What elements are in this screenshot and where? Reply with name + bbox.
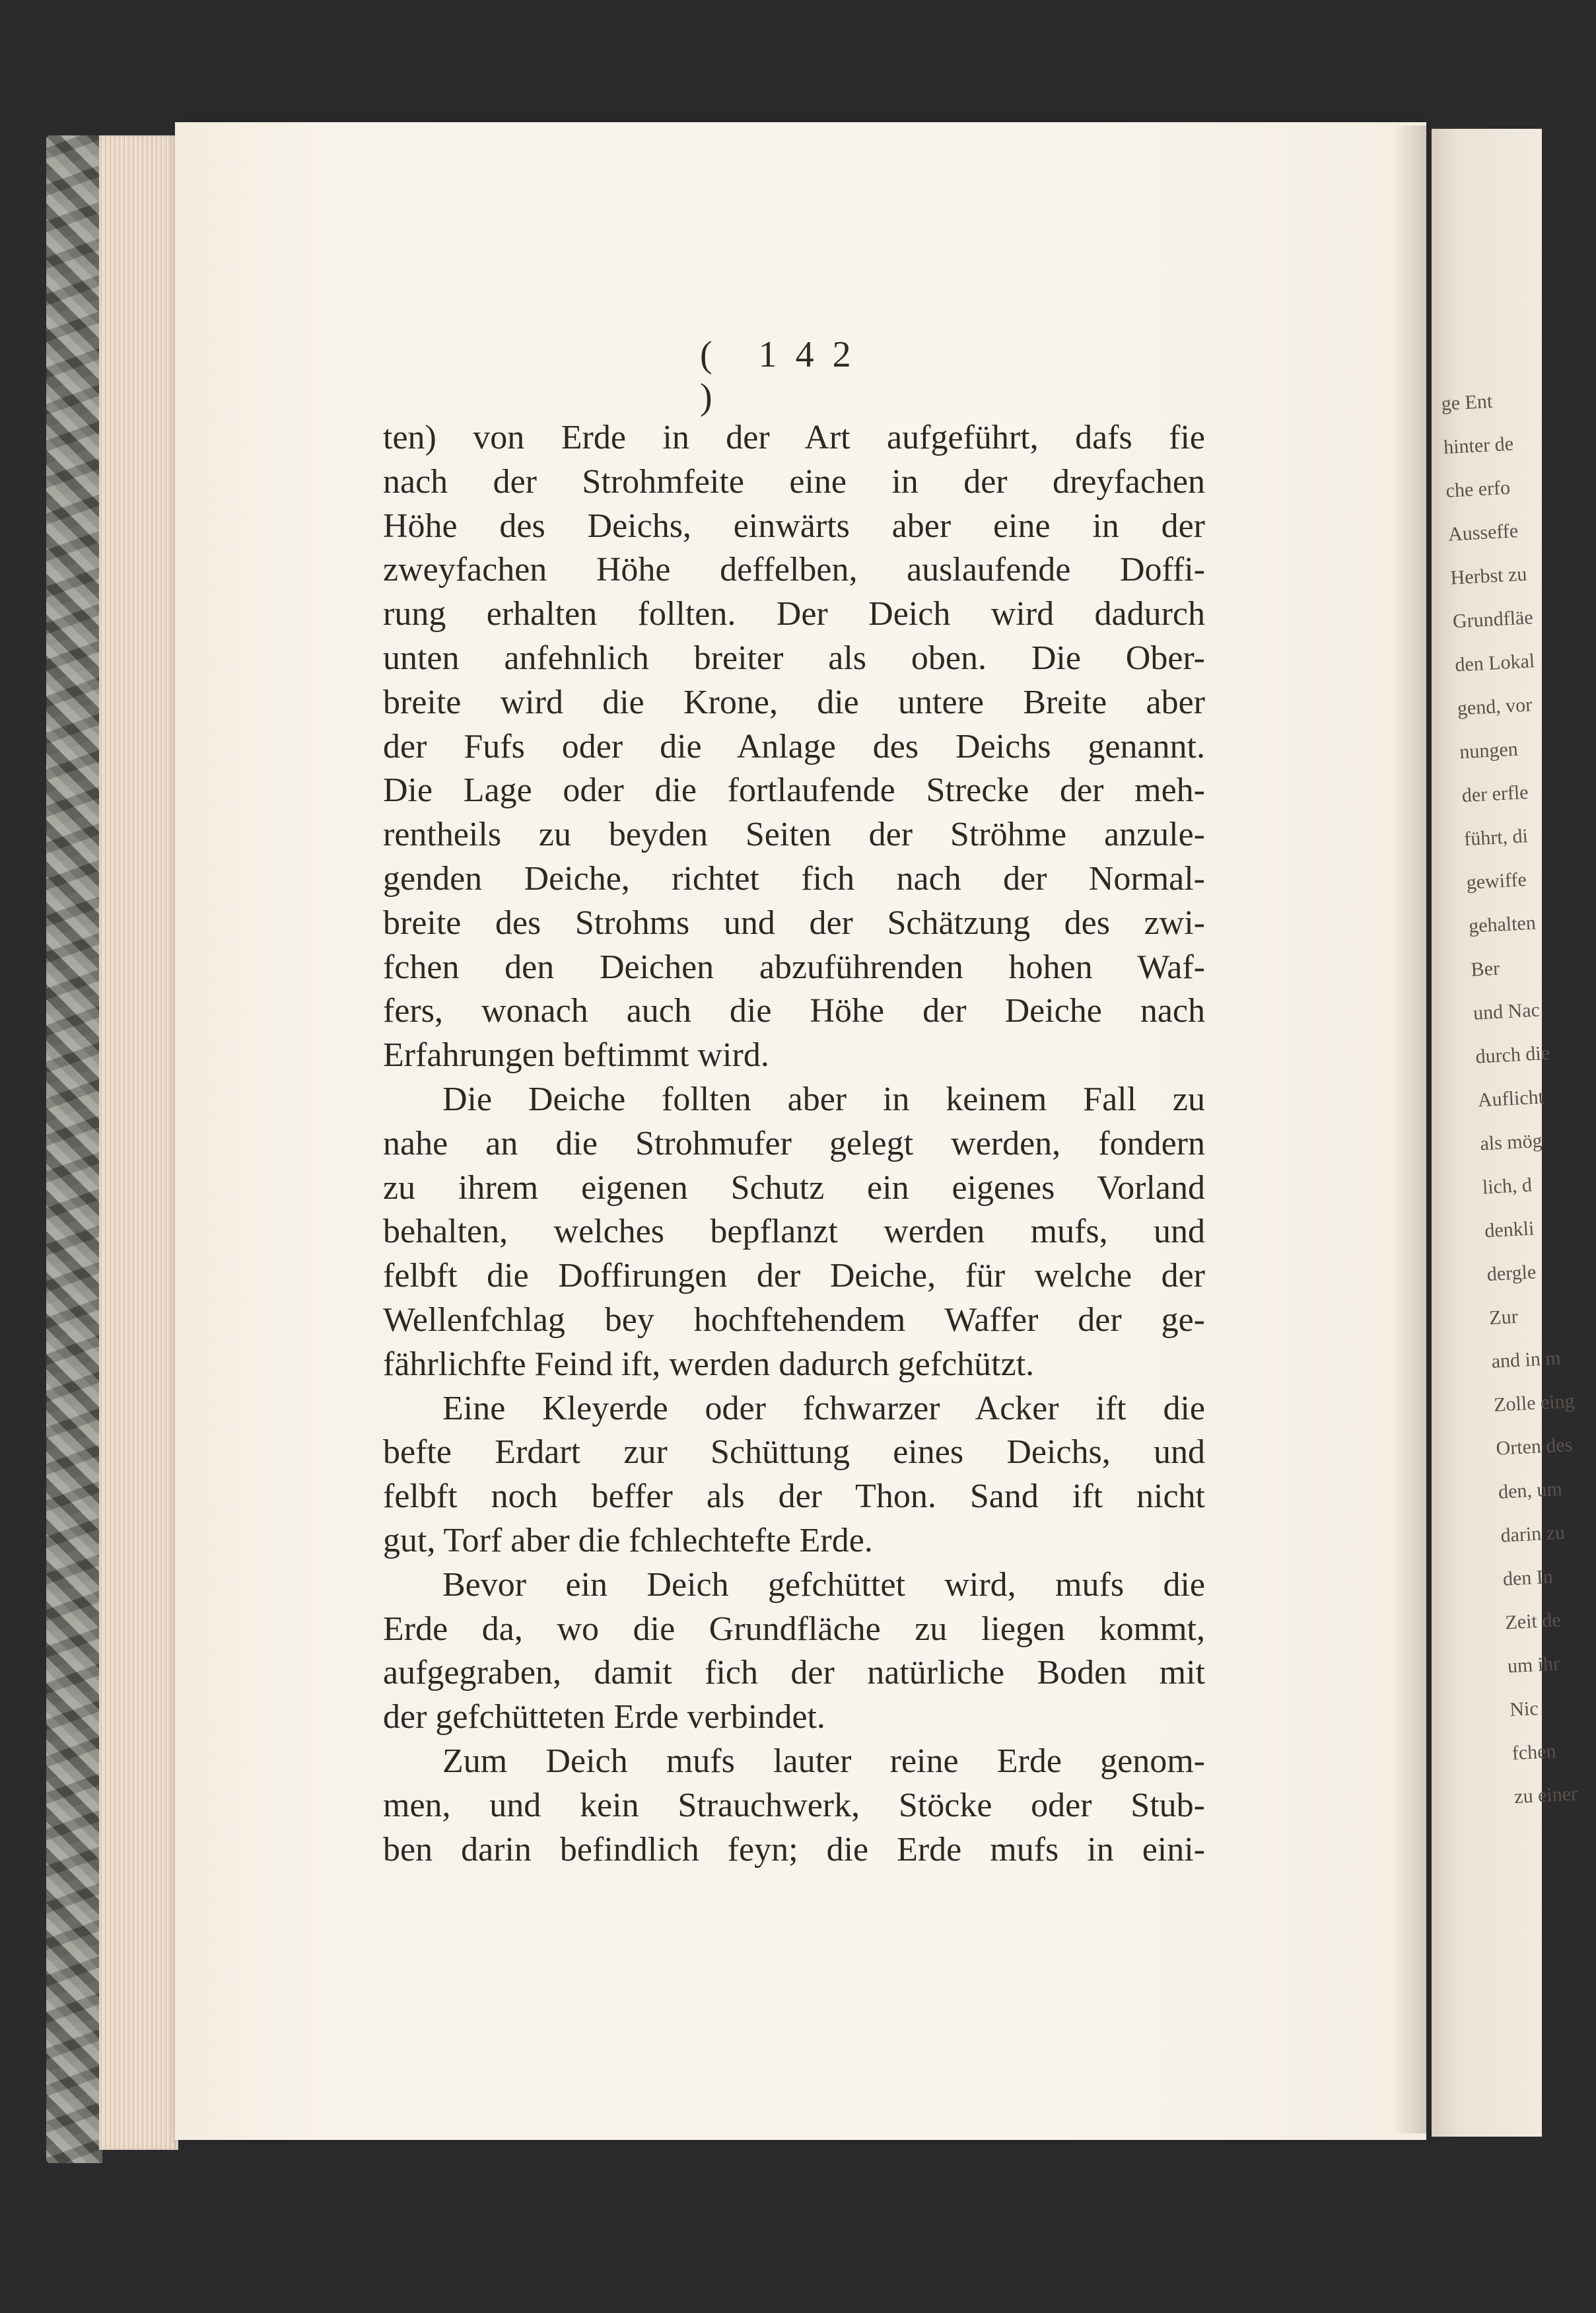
facing-line: führt, di [1463,825,1529,851]
facing-line: Orten des [1495,1433,1574,1460]
text-line: felbft noch beffer als der Thon. Sand ift nicht [383,1477,1205,1516]
text-line: Höhe des Deichs, einwärts aber eine in der [383,507,1205,545]
facing-line: den Lokal [1454,650,1535,676]
facing-line: gewiffe [1465,869,1527,894]
facing-line: als mög [1479,1129,1543,1155]
facing-line: denkli [1484,1217,1535,1242]
facing-line: lich, d [1482,1174,1533,1199]
facing-line: Zeit de [1504,1609,1562,1634]
facing-line: and in m [1490,1347,1562,1372]
text-line: men, und kein Strauchwerk, Stöcke oder Stub- [383,1786,1205,1824]
facing-line: Ausseffe [1447,520,1519,546]
page-number: ( 142 ) [700,334,870,417]
text-line: rung erhalten follten. Der Deich wird dadurch [383,595,1205,633]
text-line: unten anfehnlich breiter als oben. Die Ober- [383,639,1205,677]
facing-line: Nic [1509,1697,1539,1721]
facing-line: gehalten [1468,911,1537,937]
text-line: der Fufs oder die Anlage des Deichs genannt. [383,727,1205,765]
facing-line: Zur [1488,1305,1519,1330]
text-line: Wellenfchlag bey hochftehendem Waffer der ge- [383,1300,1205,1339]
facing-line: und Nac [1473,999,1541,1024]
facing-line: um ihr [1507,1653,1560,1678]
text-line: befte Erdart zur Schüttung eines Deichs, und [383,1433,1205,1472]
facing-line: fchen [1511,1740,1557,1765]
text-line: fchen den Deichen abzuführenden hohen Waf- [383,948,1205,986]
facing-line: den, um [1498,1477,1563,1503]
facing-line: dergle [1486,1261,1537,1286]
facing-line: che erfo [1445,476,1511,502]
text-line: breite des Strohms und der Schätzung des zwi- [383,904,1205,942]
marbled-binding [46,135,102,2163]
facing-line: den In [1502,1565,1554,1590]
text-line: fährlichfte Feind ift, werden dadurch gefchützt. [383,1345,1035,1383]
facing-line: Grundfläe [1452,606,1534,633]
text-line: aufgegraben, damit fich der natürliche Boden mit [383,1654,1205,1692]
text-line: Die Lage oder die fortlaufende Strecke der meh- [383,771,1205,810]
facing-line: Auflicht [1477,1086,1544,1112]
text-line: nahe an die Strohmufer gelegt werden, fondern [383,1124,1205,1162]
text-line: ten) von Erde in der Art aufgeführt, dafs fie [383,419,1205,456]
text-line: Erde da, wo die Grundfläche zu liegen kommt, [383,1610,1205,1648]
text-line: nach der Strohmfeite eine in der dreyfachen [383,462,1205,501]
facing-line: Zolle eing [1493,1390,1576,1416]
text-line: zu ihrem eigenen Schutz ein eigenes Vorland [383,1168,1205,1207]
text-line: Eine Kleyerde oder fchwarzer Acker ift die [442,1389,1205,1427]
facing-line: hinter de [1443,433,1514,458]
text-line: genden Deiche, richtet fich nach der Normal- [383,859,1205,898]
text-line: felbft die Doffirungen der Deiche, für welche der [383,1257,1205,1295]
text-line: Erfahrungen beftimmt wird. [383,1036,769,1075]
text-line: gut, Torf aber die fchlechtefte Erde. [383,1521,873,1559]
facing-line: darin zu [1500,1521,1566,1547]
text-line: Die Deiche follten aber in keinem Fall zu [442,1080,1205,1118]
text-line: rentheils zu beyden Seiten der Ströhme anzule- [383,816,1205,854]
facing-line: der erfle [1461,781,1529,807]
facing-line: durch die [1475,1042,1550,1068]
facing-line: nungen [1459,738,1519,764]
text-line: fers, wonach auch die Höhe der Deiche nach [383,992,1205,1030]
text-line: der gefchütteten Erde verbindet. [383,1698,825,1736]
text-line: zweyfachen Höhe deffelben, auslaufende Doffi- [383,551,1205,589]
text-line: breite wird die Krone, die untere Breite aber [383,683,1205,721]
body-text [383,416,1205,1872]
facing-line: zu einer [1513,1783,1578,1808]
facing-line: Ber [1470,957,1500,981]
facing-line: gend, vor [1457,694,1533,720]
text-line: behalten, welches bepflanzt werden mufs, und [383,1213,1205,1251]
text-line: Zum Deich mufs lauter reine Erde genom- [442,1742,1205,1780]
page-edges [99,135,178,2150]
facing-line: ge Ent [1440,390,1494,415]
text-line: ben darin befindlich feyn; die Erde mufs in eini- [383,1830,1205,1868]
facing-line: Herbst zu [1449,563,1528,589]
text-line: Bevor ein Deich gefchüttet wird, mufs die [442,1565,1205,1604]
